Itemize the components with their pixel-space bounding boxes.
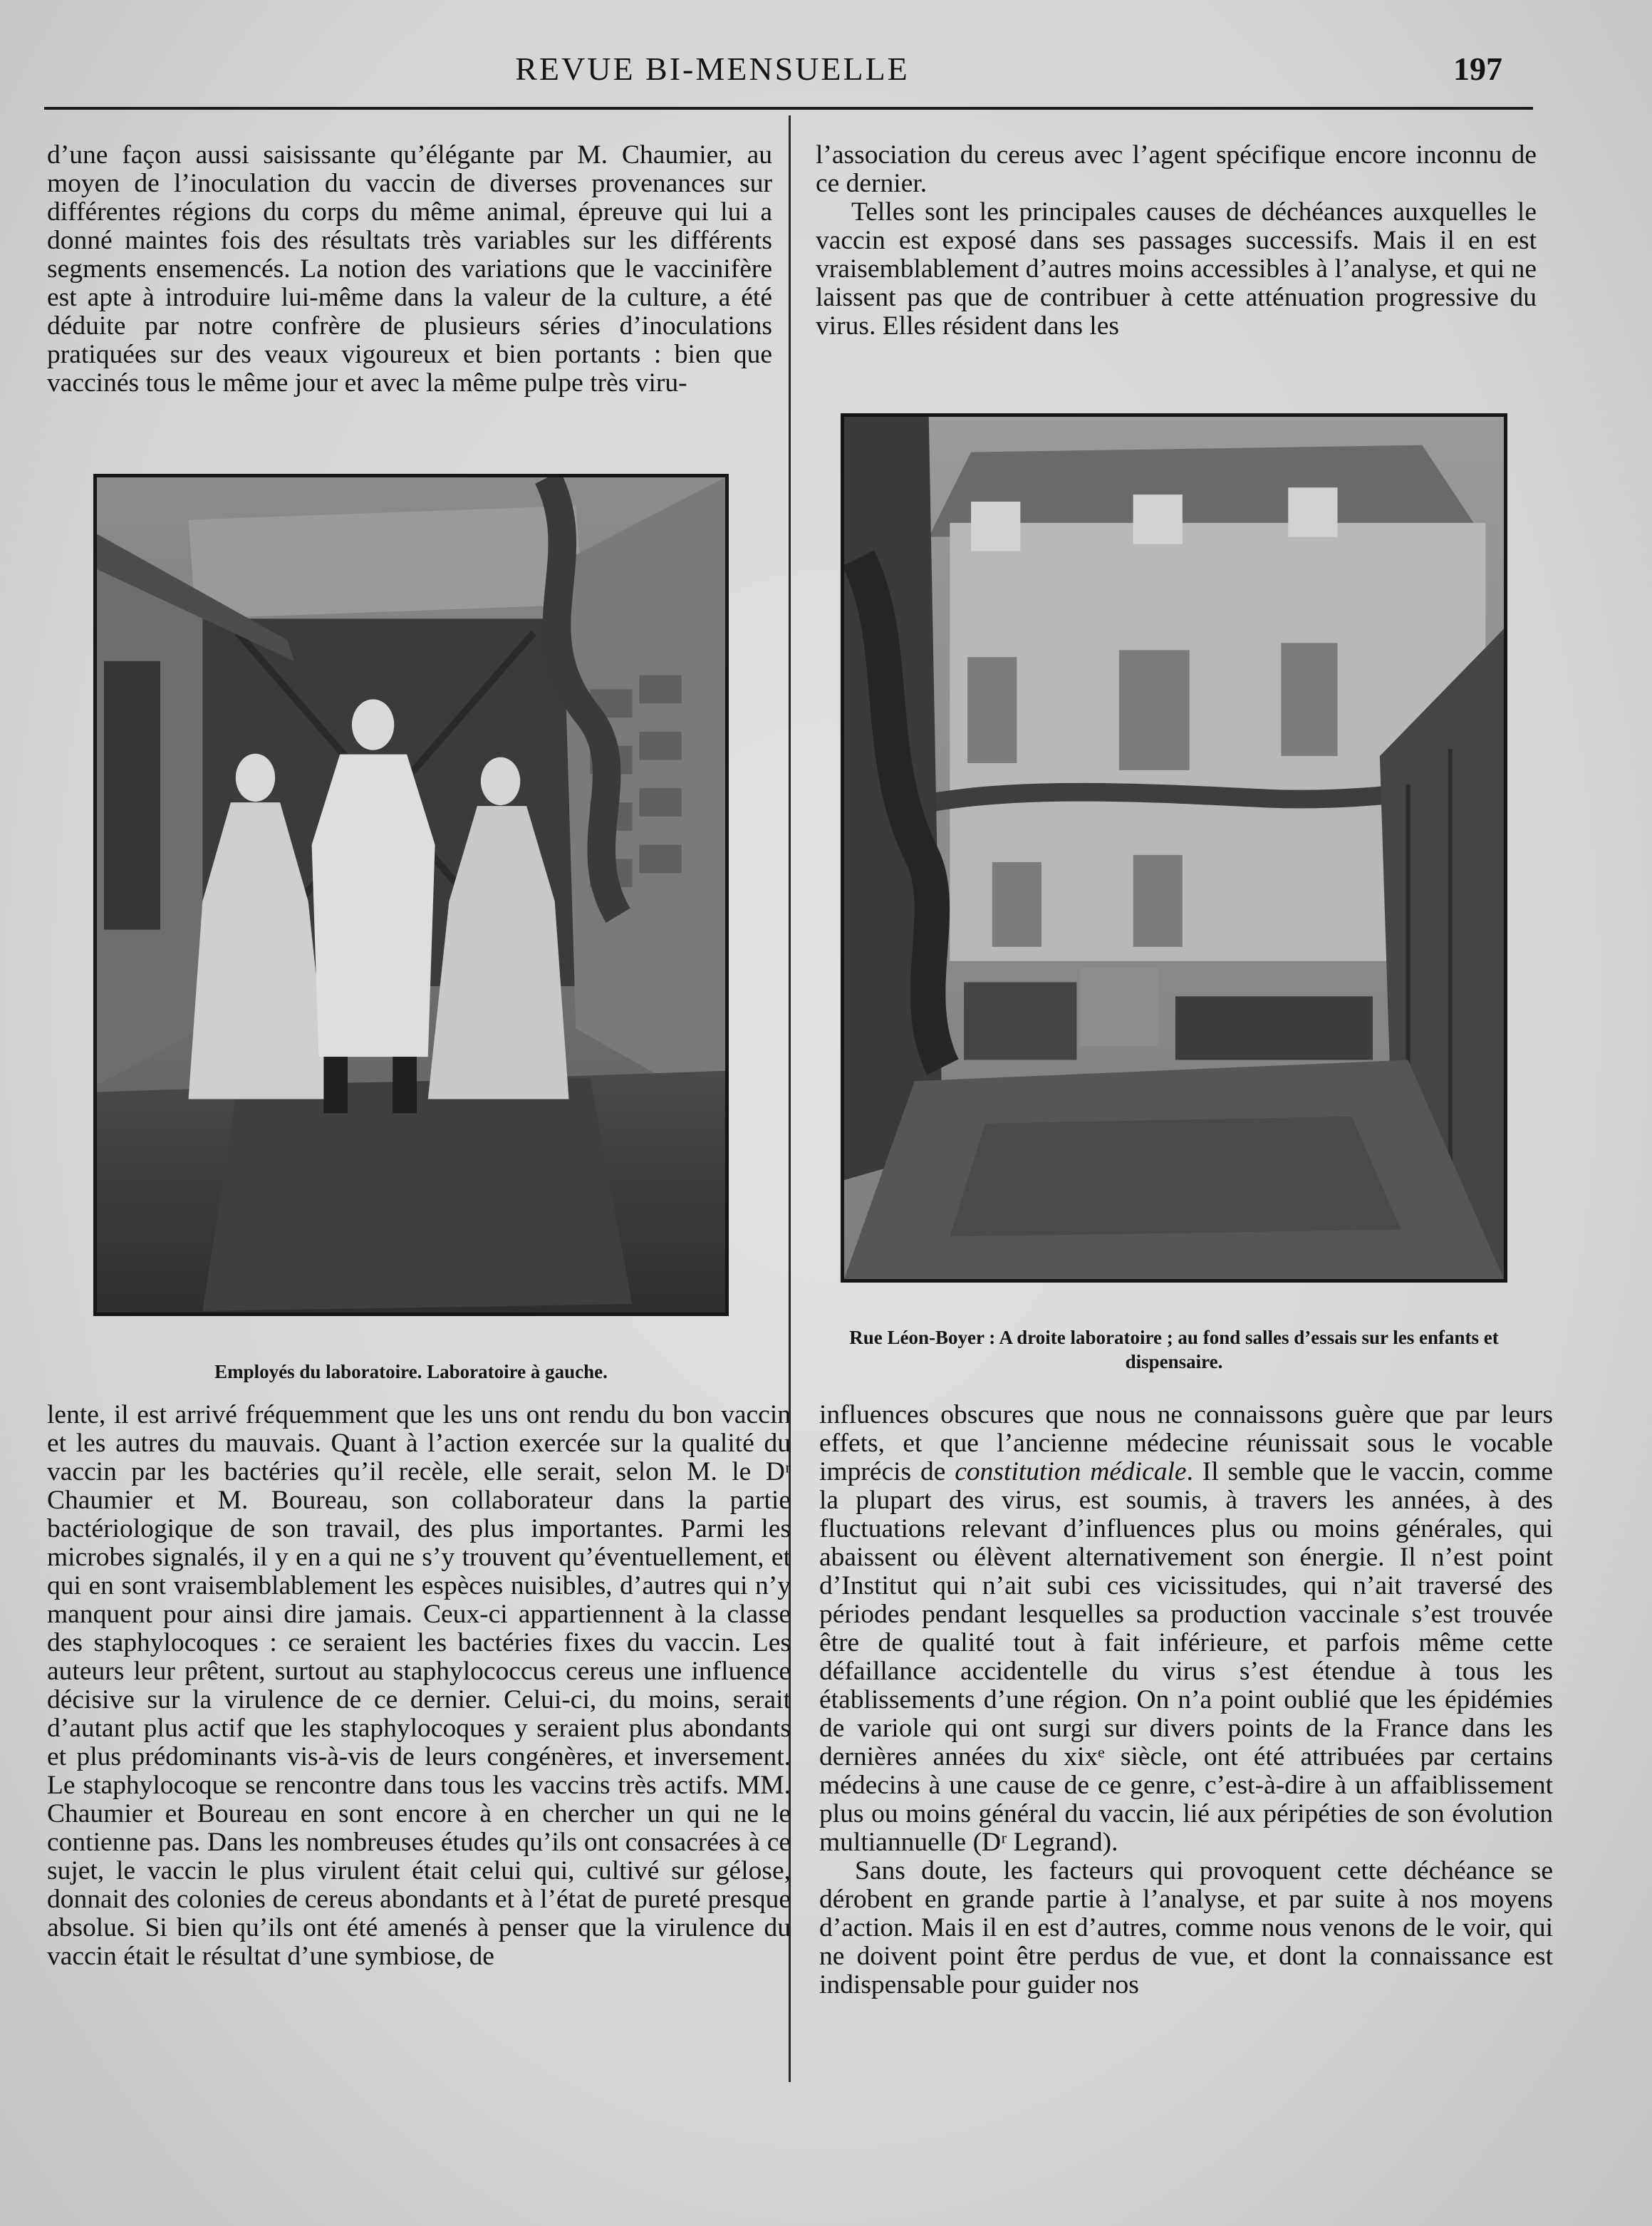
paragraph: Telles sont les principales causes de déchéances auxquelles le vaccin est exposé dans ses passages successifs. Mais il en est vraisemblablement d’autres moins accessibles à l’analyse, et qui ne laissent pas que de contribuer à cette atténuation progressive du virus. Elles résident dans les <box>816 197 1537 341</box>
column-left-top-text <box>47 141 772 430</box>
header-rule <box>44 107 1533 110</box>
page-number: 197 <box>1453 51 1502 87</box>
running-title: REVUE BI-MENSUELLE <box>515 51 910 87</box>
caption-left-photo: Employés du laboratoire. Laboratoire à gauche. <box>214 1361 608 1382</box>
photo-rue-leon-boyer <box>841 413 1507 1283</box>
paragraph: Sans doute, les facteurs qui provoquent cette déchéance se dérobent en grande partie à l’analyse, et par suite à nos moyens d’action. Mais il en est d’autres, comme nous venons de le voir, qui ne doivent point être perdus de vue, et dont la connaissance est indispensable pour guider nos <box>819 1856 1553 1999</box>
caption-right-photo: Rue Léon-Boyer : A droite laboratoire ; au fond salles d’essais sur les enfants et dispensaire. <box>849 1327 1499 1372</box>
column-right-top-text <box>816 141 1537 344</box>
column-right-bottom-text <box>819 1401 1553 2092</box>
text-run: . Il semble que le vaccin, comme la plupart des virus, est soumis, à travers les années, à des fluctuations relevant d’influences plus ou moins générales, qui abaissent ou élèvent alternativement son énergie. Il n’est point d’Institut qui n’ait subi ces vicissitudes, qui n’ait traversé des périodes pendant lesquelles sa production vaccinale s’est trouvée être de qualité tout à fait inférieure, et parfois même cette défaillance accidentelle du virus s’est étendue à tous les établissements d’une région. On n’a point oublié que les épidémies de variole qui ont surgi sur divers points de la France dans les dernières années du xixᵉ siècle, ont été attribuées par certains médecins à une cause de ce genre, c’est-à-dire à un affaiblissement plus ou moins général du vaccin, lié aux péripéties de son évolution multiannuelle (Dʳ Legrand). <box>819 1457 1553 1857</box>
column-left-bottom-text <box>47 1401 791 2085</box>
italic-term: constitution médicale <box>955 1457 1187 1486</box>
text-run: influences obscures que nous ne connaissons guère que par leurs effets, et que l’ancienne médecine réunissait sous le vocable imprécis de <box>819 1401 1553 1486</box>
paragraph: l’association du cereus avec l’agent spécifique encore inconnu de ce dernier. <box>816 141 1537 198</box>
running-head <box>0 50 1652 100</box>
paragraph <box>819 1401 1553 1857</box>
employees-photo-illustration <box>97 477 725 1313</box>
paragraph: d’une façon aussi saisissante qu’élégante par M. Chaumier, au moyen de l’inoculation du vaccin de diverses provenances sur différentes régions du corps du même animal, épreuve qui lui a donné maintes fois des résultats très variables sur les différents segments ensemencés. La notion des variations que le vaccinifère est apte à introduire lui-même dans la valeur de la culture, a été déduite par notre confrère de plusieurs séries d’inoculations pratiquées sur des veaux vigoureux et bien portants : bien que vaccinés tous le même jour et avec la même pulpe très viru- <box>47 141 772 398</box>
photo-laboratory-employees <box>93 474 729 1316</box>
street-photo-illustration <box>844 417 1504 1279</box>
paragraph: lente, il est arrivé fréquemment que les uns ont rendu du bon vaccin et les autres du mauvais. Quant à l’action exercée sur la qualité du vaccin par les bactéries qu’il recèle, elle serait, selon M. le Dʳ Chaumier et M. Boureau, son collaborateur dans la partie bactériologique de son travail, des plus importantes. Parmi les microbes signalés, il y en a qui ne s’y trouvent qu’éventuellement, et qui en sont vraisemblablement les espèces nuisibles, d’autres qui n’y manquent pour ainsi dire jamais. Ceux-ci appartiennent à la classe des staphylocoques : ce seraient les bactéries fixes du vaccin. Les auteurs leur prêtent, surtout au staphylococcus cereus une influence décisive sur la virulence de ce dernier. Celui-ci, du moins, serait d’autant plus actif que les staphylocoques y seraient plus abondants et plus prédominants vis-à-vis de leurs congénères, et inversement. Le staphylocoque se rencontre dans tous les vaccins très actifs. MM. Chaumier et Boureau en sont encore à en chercher un qui ne le contienne pas. Dans les nombreuses études qu’ils ont consacrées à ce sujet, le vaccin le plus virulent était celui qui, cultivé sur gélose, donnait des colonies de cereus abondants et à l’état de pureté presque absolue. Si bien qu’ils ont été amenés à penser que la virulence du vaccin était le résultat d’une symbiose, de <box>47 1401 791 1971</box>
